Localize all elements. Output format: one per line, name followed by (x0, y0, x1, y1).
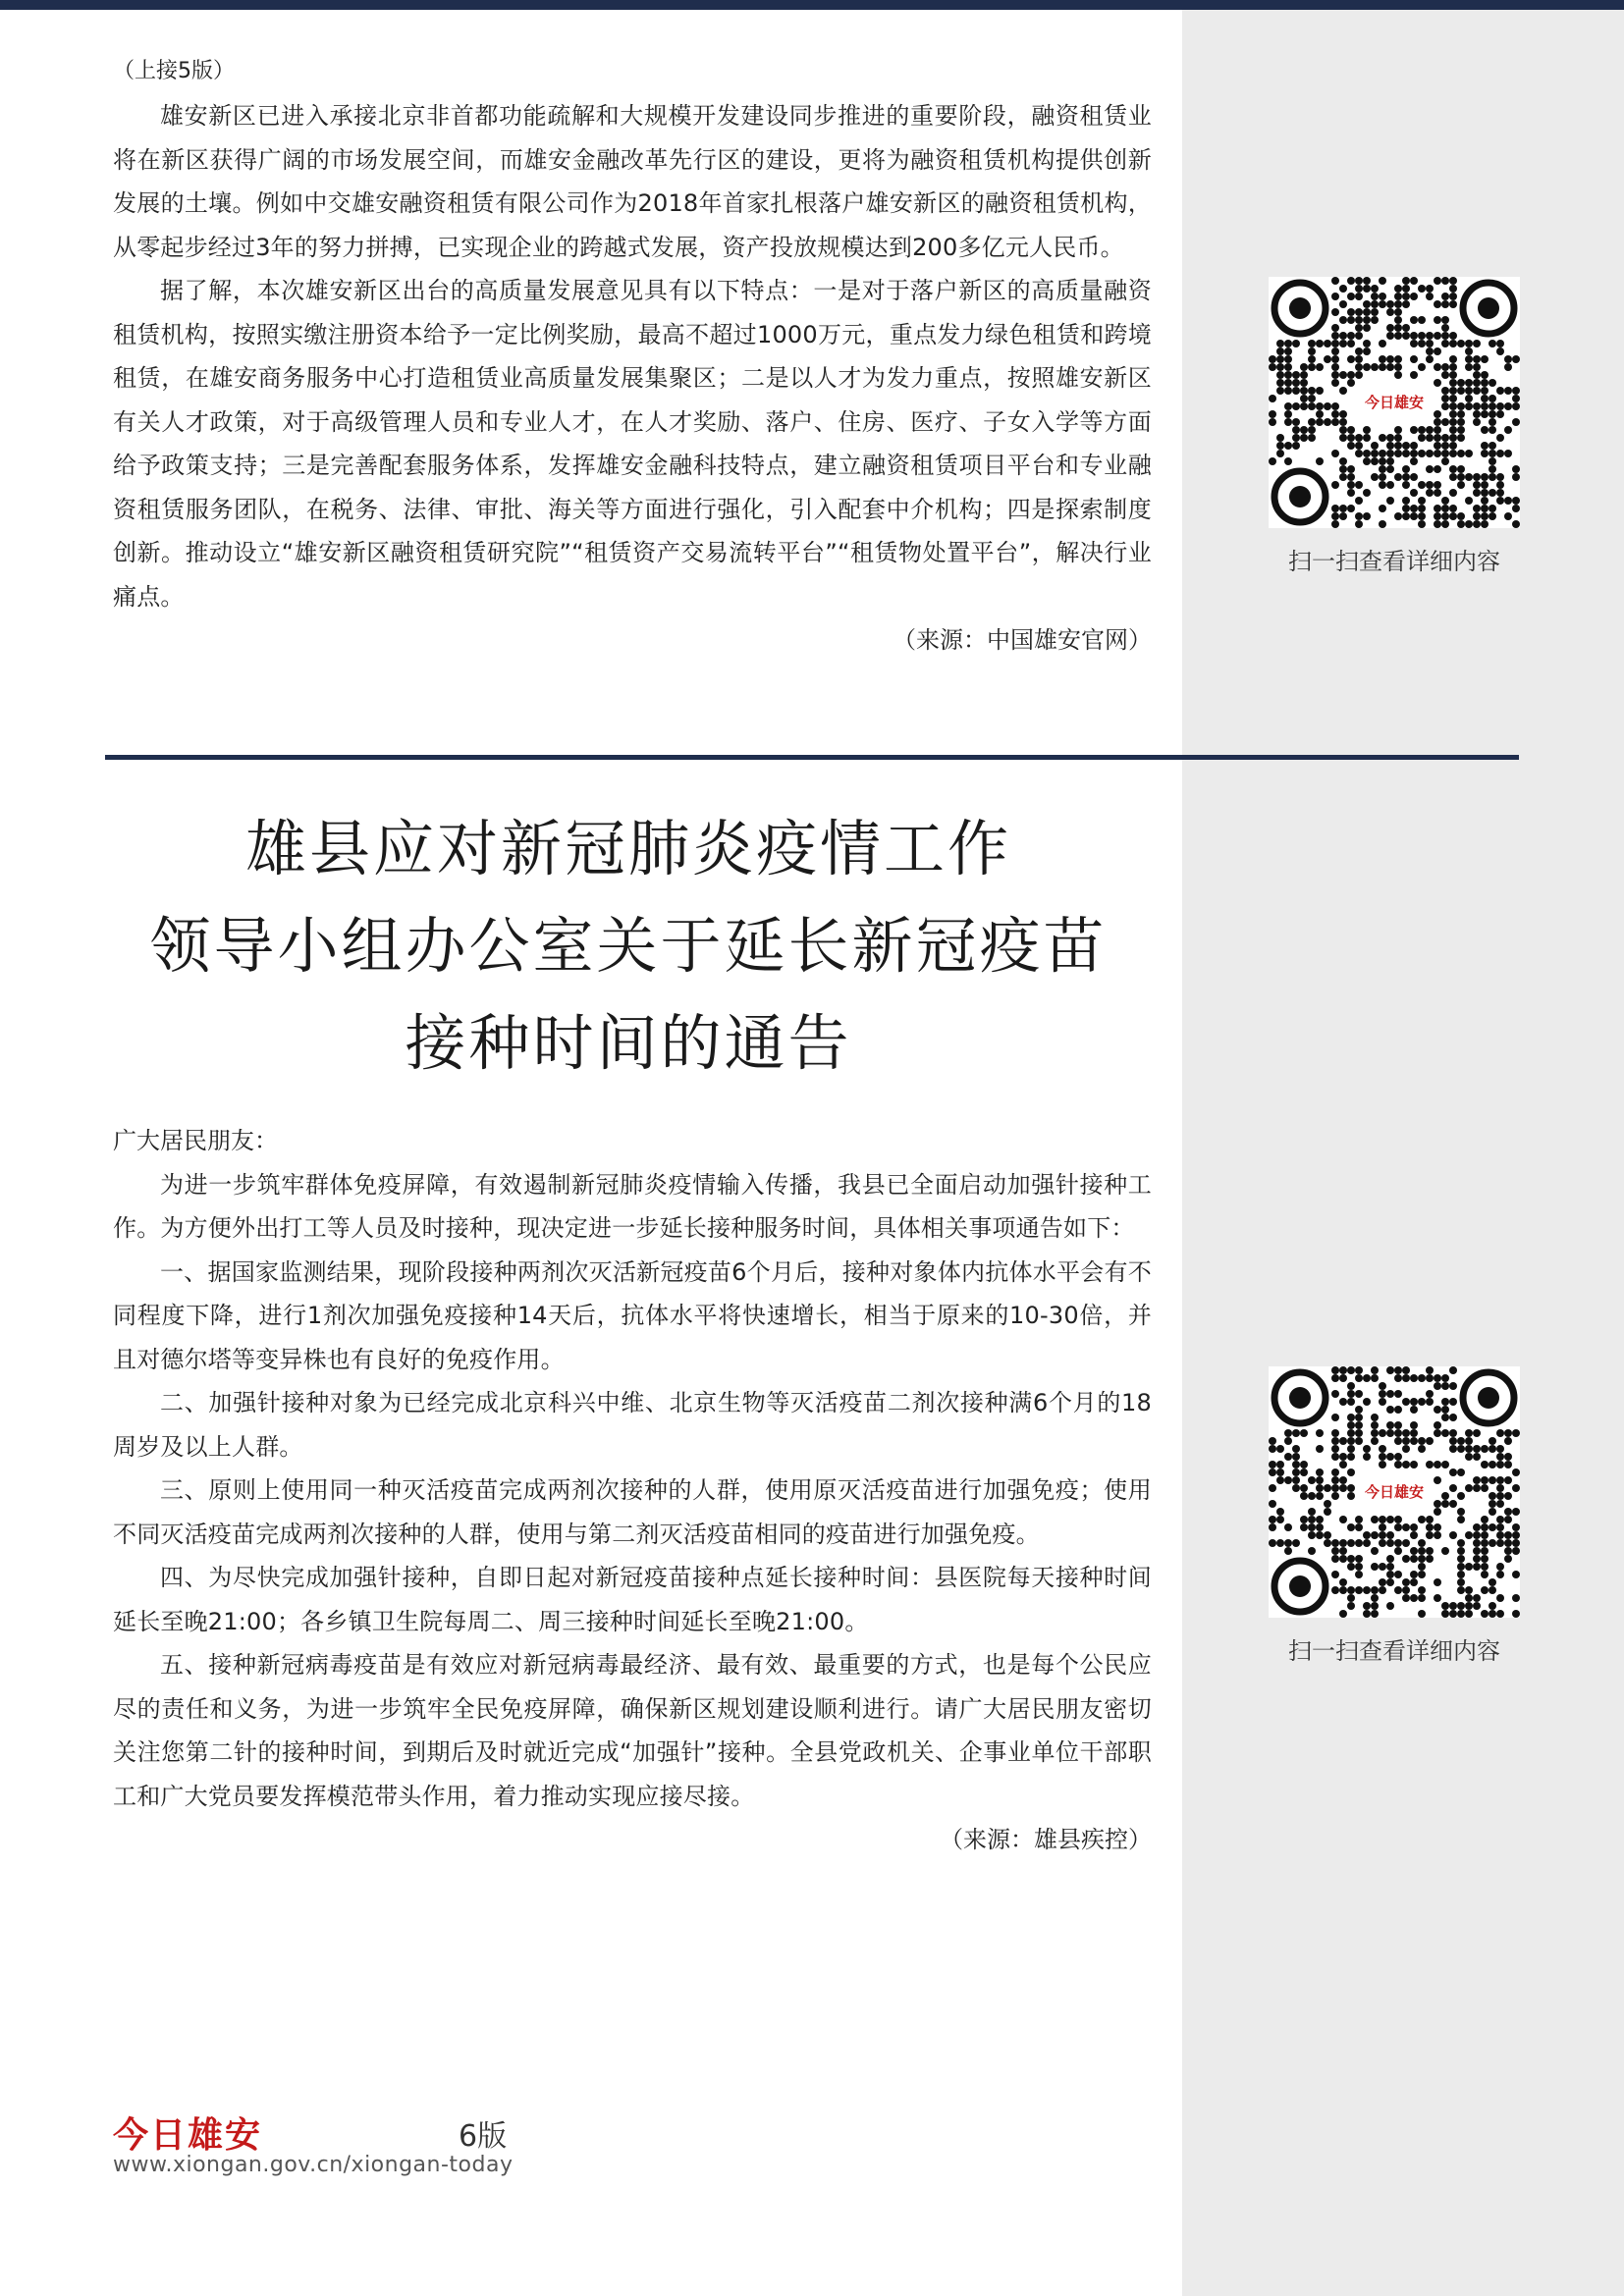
article1-paragraph: 雄安新区已进入承接北京非首都功能疏解和大规模开发建设同步推进的重要阶段，融资租赁业将在新区获得广阔的市场发展空间，而雄安金融改革先行区的建设，更将为融资租赁机构提供创新发展的土壤。例如中交雄安融资租赁有限公司作为2018年首家扎根落户雄安新区的融资租赁机构，从零起步经过3年的努力拼搏，已实现企业的跨越式发展，资产投放规模达到200多亿元人民币。 (113, 102, 1152, 261)
qr-logo: 今日雄安 (1363, 1476, 1426, 1508)
qr-code-icon[interactable] (1269, 1366, 1520, 1618)
article-continued (113, 57, 1152, 663)
article2-body (113, 1119, 1152, 1862)
title-line: 雄县应对新冠肺炎疫情工作 (244, 813, 1011, 884)
article2-title (105, 800, 1152, 1092)
qr-caption: 扫一扫查看详细内容 (1288, 548, 1500, 575)
qr-caption: 扫一扫查看详细内容 (1288, 1637, 1500, 1665)
qr-code-icon[interactable] (1269, 277, 1520, 528)
title-line: 领导小组办公室关于延长新冠疫苗 (149, 910, 1108, 982)
greeting: 广大居民朋友： (113, 1127, 278, 1154)
article2-paragraph: 五、接种新冠病毒疫苗是有效应对新冠病毒最经济、最有效、最重要的方式，也是每个公民应尽的责任和义务，为进一步筑牢全民免疫屏障，确保新区规划建设顺利进行。请广大居民朋友密切关注您第二针的接种时间，到期后及时就近完成“加强针”接种。全县党政机关、企事业单位干部职工和广大党员要发挥模范带头作用，着力推动实现应接尽接。 (113, 1651, 1152, 1810)
top-banner-bar (0, 0, 1624, 10)
article2-paragraph: 为进一步筑牢群体免疫屏障，有效遏制新冠肺炎疫情输入传播，我县已全面启动加强针接种工作。为方便外出打工等人员及时接种，现决定进一步延长接种服务时间，具体相关事项通告如下： (113, 1170, 1152, 1242)
title-line: 接种时间的通告 (405, 1007, 852, 1079)
article2-paragraph: 二、加强针接种对象为已经完成北京科兴中维、北京生物等灭活疫苗二剂次接种满6个月的18周岁及以上人群。 (113, 1389, 1152, 1461)
article1-source: （来源：中国雄安官网） (893, 626, 1152, 654)
article2-paragraph: 一、据国家监测结果，现阶段接种两剂次灭活新冠疫苗6个月后，接种对象体内抗体水平会有不同程度下降，进行1剂次加强免疫接种14天后，抗体水平将快速增长，相当于原来的10-30倍，并且对德尔塔等变异株也有良好的免疫作用。 (113, 1257, 1152, 1373)
qr-logo: 今日雄安 (1363, 387, 1426, 418)
section-divider (105, 755, 1519, 760)
article2-paragraph: 四、为尽快完成加强针接种，自即日起对新冠疫苗接种点延长接种时间：县医院每天接种时间延长至晚21:00；各乡镇卫生院每周二、周三接种时间延长至晚21:00。 (113, 1564, 1152, 1635)
article2-source: （来源：雄县疾控） (940, 1826, 1152, 1853)
article1-paragraph: 据了解，本次雄安新区出台的高质量发展意见具有以下特点：一是对于落户新区的高质量融资租赁机构，按照实缴注册资本给予一定比例奖励，最高不超过1000万元，重点发力绿色租赁和跨境租赁，在雄安商务服务中心打造租赁业高质量发展集聚区；二是以人才为发力重点，按照雄安新区有关人才政策，对于高级管理人员和专业人才，在人才奖励、落户、住房、医疗、子女入学等方面给予政策支持；三是完善配套服务体系，发挥雄安金融科技特点，建立融资租赁项目平台和专业融资租赁服务团队，在税务、法律、审批、海关等方面进行强化，引入配套中介机构；四是探索制度创新。推动设立“雄安新区融资租赁研究院”“租赁资产交易流转平台”“租赁物处置平台”，解决行业痛点。 (113, 277, 1152, 611)
qr-block-2[interactable] (1267, 1366, 1522, 1666)
continued-note: （上接5版） (113, 59, 235, 83)
article2-paragraph: 三、原则上使用同一种灭活疫苗完成两剂次接种的人群，使用原灭活疫苗进行加强免疫；使用不同灭活疫苗完成两剂次接种的人群，使用与第二剂灭活疫苗相同的疫苗进行加强免疫。 (113, 1476, 1152, 1548)
footer-logo: 今日雄安 (113, 2114, 263, 2156)
footer-url[interactable]: www.xiongan.gov.cn/xiongan-today (113, 2153, 514, 2177)
page-number: 6版 (459, 2119, 508, 2154)
qr-block-1[interactable] (1267, 277, 1522, 576)
